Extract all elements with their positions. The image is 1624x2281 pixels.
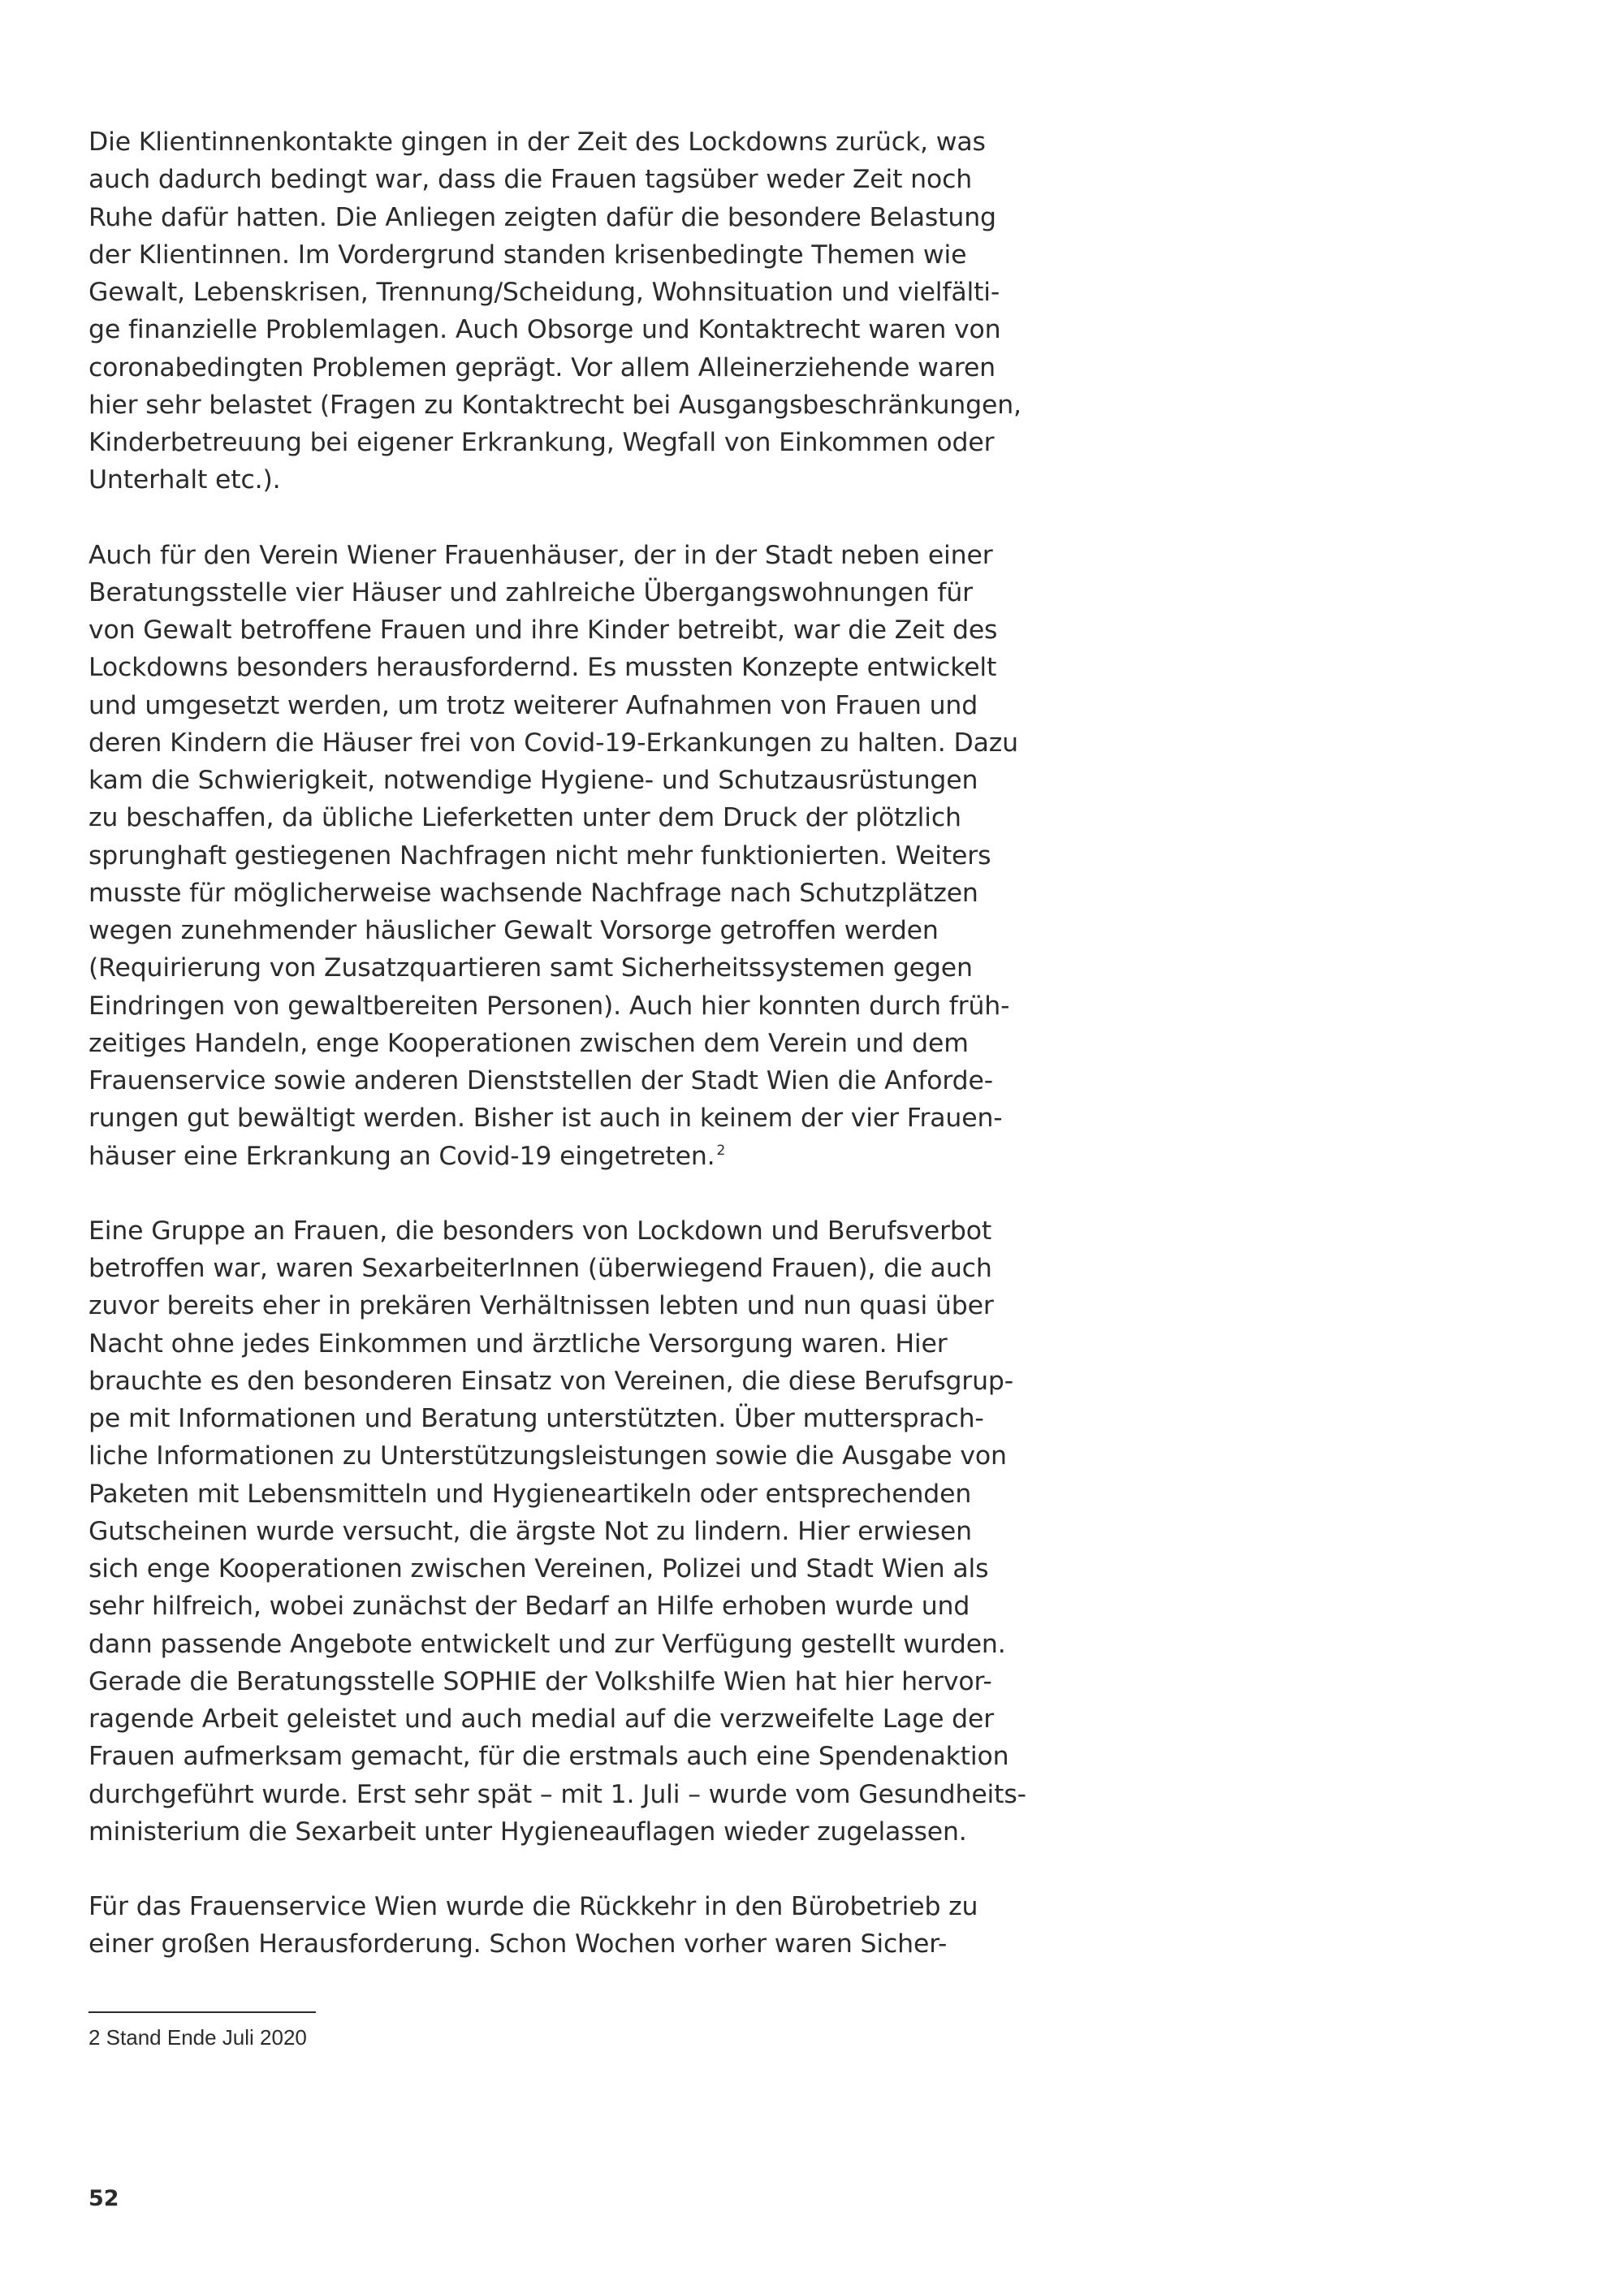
- body-text: [89, 123, 1026, 2001]
- text-line: ge finanzielle Problemlagen. Auch Obsorge und Kontaktrecht waren von: [89, 315, 1001, 345]
- text-line: deren Kindern die Häuser frei von Covid-19-Erkankungen zu halten. Dazu: [89, 728, 1018, 758]
- text-line: Nacht ohne jedes Einkommen und ärztliche Versorgung waren. Hier: [89, 1328, 948, 1359]
- text-line: einer großen Herausforderung. Schon Wochen vorher waren Sicher-: [89, 1929, 948, 1959]
- text-line: musste für möglicherweise wachsende Nachfrage nach Schutzplätzen: [89, 878, 978, 908]
- text-line: Frauen aufmerksam gemacht, für die erstmals auch eine Spendenaktion: [89, 1742, 1009, 1772]
- text-line: Für das Frauenservice Wien wurde die Rückkehr in den Bürobetrieb zu: [89, 1892, 978, 1921]
- text-line: ministerium die Sexarbeit unter Hygieneauflagen wieder zugelassen.: [89, 1817, 967, 1847]
- text-line: Kinderbetreuung bei eigener Erkrankung, Wegfall von Einkommen oder: [89, 428, 995, 457]
- text-line: der Klientinnen. Im Vordergrund standen krisenbedingte Themen wie: [89, 240, 967, 270]
- text-line: brauchte es den besonderen Einsatz von Vereinen, die diese Berufsgrup-: [89, 1366, 1013, 1396]
- text-line: pe mit Informationen und Beratung unterstützten. Über muttersprach-: [89, 1404, 984, 1433]
- footnote-divider: [89, 2011, 316, 2013]
- text-line: von Gewalt betroffene Frauen und ihre Kinder betreibt, war die Zeit des: [89, 616, 998, 645]
- paragraph-buerobetrieb: [89, 1888, 998, 1963]
- text-line: durchgeführt wurde. Erst sehr spät – mit 1. Juli – wurde vom Gesundheits-: [89, 1779, 1026, 1809]
- text-line: (Requirierung von Zusatzquartieren samt Sicherheitssystemen gegen: [89, 953, 973, 983]
- text-line: auch dadurch bedingt war, dass die Frauen tagsüber weder Zeit noch: [89, 165, 973, 195]
- text-line: betroffen war, waren SexarbeiterInnen (überwiegend Frauen), die auch: [89, 1254, 992, 1283]
- text-line: [89, 1138, 998, 1175]
- text-line-content: häuser eine Erkrankung an Covid-19 eingetreten.: [89, 1141, 715, 1171]
- text-line: sich enge Kooperationen zwischen Vereinen, Polizei und Stadt Wien als: [89, 1554, 989, 1583]
- text-line: dann passende Angebote entwickelt und zur Verfügung gestellt wurden.: [89, 1629, 1006, 1659]
- text-line: Beratungsstelle vier Häuser und zahlreiche Übergangswohnungen für: [89, 577, 973, 607]
- text-line: Frauenservice sowie anderen Dienststellen der Stadt Wien die Anforde-: [89, 1066, 993, 1095]
- text-line: zeitiges Handeln, enge Kooperationen zwischen dem Verein und dem: [89, 1028, 969, 1058]
- text-line: wegen zunehmender häuslicher Gewalt Vorsorge getroffen werden: [89, 916, 939, 945]
- text-line: Die Klientinnenkontakte gingen in der Zeit des Lockdowns zurück, was: [89, 127, 986, 157]
- text-line: Eine Gruppe an Frauen, die besonders von Lockdown und Berufsverbot: [89, 1216, 992, 1246]
- text-line: Gerade die Beratungsstelle SOPHIE der Volkshilfe Wien hat hier hervor-: [89, 1666, 992, 1696]
- text-line: sehr hilfreich, wobei zunächst der Bedarf an Hilfe erhoben wurde und: [89, 1592, 970, 1622]
- text-line: Gutscheinen wurde versucht, die ärgste Not zu lindern. Hier erwiesen: [89, 1516, 972, 1546]
- text-line: Paketen mit Lebensmitteln und Hygieneartikeln oder entsprechenden: [89, 1479, 972, 1509]
- text-line: sprunghaft gestiegenen Nachfragen nicht mehr funktionierten. Weiters: [89, 840, 991, 870]
- text-line: Eindringen von gewaltbereiten Personen). Auch hier konnten durch früh-: [89, 991, 1010, 1021]
- text-line: zuvor bereits eher in prekären Verhältnissen lebten und nun quasi über: [89, 1291, 994, 1321]
- text-line: ragende Arbeit geleistet und auch medial auf die verzweifelte Lage der: [89, 1704, 995, 1734]
- text-line: Unterhalt etc.).: [89, 465, 281, 495]
- text-line: kam die Schwierigkeit, notwendige Hygiene- und Schutzausrüstungen: [89, 766, 978, 795]
- text-line: Lockdowns besonders herausfordernd. Es mussten Konzepte entwickelt: [89, 653, 997, 683]
- text-line: Ruhe dafür hatten. Die Anliegen zeigten dafür die besondere Belastung: [89, 202, 996, 232]
- text-line: Gewalt, Lebenskrisen, Trennung/Scheidung, Wohnsituation und vielfälti-: [89, 278, 1000, 307]
- text-line: rungen gut bewältigt werden. Bisher ist auch in keinem der vier Frauen-: [89, 1104, 1003, 1134]
- footnote-reference[interactable]: 2: [716, 1143, 726, 1159]
- paragraph-sexarbeit: [89, 1212, 1026, 1851]
- paragraph-klientinnenkontakte: [89, 123, 1021, 499]
- text-line: zu beschaffen, da übliche Lieferketten unter dem Druck der plötzlich: [89, 803, 961, 833]
- text-line: und umgesetzt werden, um trotz weiterer Aufnahmen von Frauen und: [89, 690, 978, 720]
- text-line: hier sehr belastet (Fragen zu Kontaktrecht bei Ausgangsbeschränkungen,: [89, 390, 1021, 420]
- page-number: 52: [89, 2186, 119, 2211]
- text-line: liche Informationen zu Unterstützungsleistungen sowie die Ausgabe von: [89, 1441, 1007, 1471]
- text-line: Auch für den Verein Wiener Frauenhäuser, der in der Stadt neben einer: [89, 540, 993, 570]
- footnote-text: 2 Stand Ende Juli 2020: [89, 2025, 307, 2050]
- paragraph-frauenhaeuser: [89, 537, 1018, 1175]
- text-line: coronabedingten Problemen geprägt. Vor allem Alleinerziehende waren: [89, 352, 996, 382]
